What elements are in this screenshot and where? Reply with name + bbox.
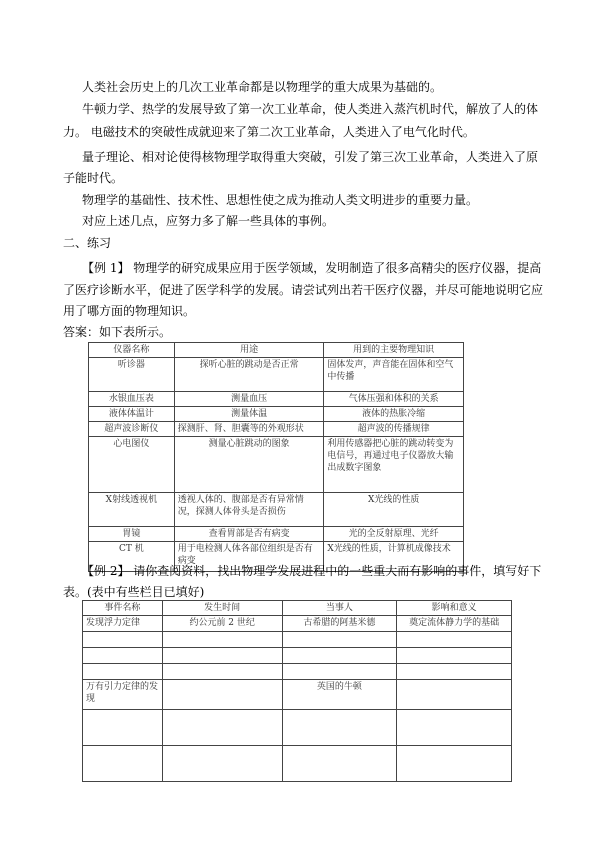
para-physics-power: 物理学的基础性、技术性、思想性使之成为推动人类文明进步的重要力量。 — [82, 193, 479, 207]
example-2-line-1: 【例 2】 请你查阅资料，找出物理学发展进程中的一些重大而有影响的事件，填写好下 — [82, 564, 542, 578]
table-cell: X光线的性质 — [324, 493, 464, 527]
table-row — [83, 746, 512, 782]
example-1-line-3: 用了哪方面的物理知识。 — [63, 304, 196, 318]
table-cell — [397, 632, 512, 648]
table-cell: 气体压强和体积的关系 — [324, 392, 464, 407]
para-third-revolution-2: 子能时代。 — [63, 171, 124, 185]
table-cell — [83, 664, 163, 680]
example-1-line-2: 了医疗诊断水平，促进了医学科学的发展。请尝试列出若干医疗仪器，并尽可能地说明它应 — [63, 283, 544, 297]
table-cell: 光的全反射原理、光纤 — [324, 527, 464, 542]
table-cell: 查看胃部是否有病变 — [174, 527, 324, 542]
table-header-row — [89, 343, 464, 358]
table-cell: CT 机 — [89, 542, 175, 572]
table-cell — [397, 710, 512, 746]
example-1-line-1: 【例 1】 物理学的研究成果应用于医学领域，发明制造了很多高精尖的医疗仪器，提高 — [82, 261, 542, 275]
table-cell: 液体体温计 — [89, 407, 175, 422]
table-cell: 超声波的传播规律 — [324, 422, 464, 437]
table-cell — [282, 746, 397, 782]
table-cell: 探测肝、肾、胆囊等的外观形状 — [174, 422, 324, 437]
table-cell: 水银血压表 — [89, 392, 175, 407]
table-cell: 超声波诊断仪 — [89, 422, 175, 437]
table-cell — [162, 664, 282, 680]
table-cell: 液体的热胀冷缩 — [324, 407, 464, 422]
para-examples: 对应上述几点，应努力多了解一些具体的事例。 — [82, 214, 335, 228]
table-cell: 古希腊的阿基米德 — [282, 616, 397, 632]
table-cell: 发现浮力定律 — [83, 616, 163, 632]
example-2-line-2: 表。(表中有些栏目已填好) — [63, 585, 205, 599]
table-cell: 胃镜 — [89, 527, 175, 542]
table-cell — [397, 680, 512, 710]
table-cell: 奠定流体静力学的基础 — [397, 616, 512, 632]
para-industrial-revolutions: 人类社会历史上的几次工业革命都是以物理学的重大成果为基础的。 — [82, 80, 443, 94]
table-cell — [83, 710, 163, 746]
medical-instruments-table — [88, 342, 464, 572]
table-cell: 英国的牛顿 — [282, 680, 397, 710]
table-cell — [83, 746, 163, 782]
table-cell — [162, 648, 282, 664]
table-row — [89, 527, 464, 542]
table-cell: 心电图仪 — [89, 437, 175, 493]
table-cell: 测量心脏跳动的图象 — [174, 437, 324, 493]
table-cell: 测量血压 — [174, 392, 324, 407]
table-cell: 听诊器 — [89, 358, 175, 392]
table-cell — [397, 664, 512, 680]
table-cell: X射线透视机 — [89, 493, 175, 527]
column-header: 影响和意义 — [397, 601, 512, 616]
table-row — [83, 632, 512, 648]
table-cell: 利用传感器把心脏的跳动转变为电信号，再通过电子仪器放大输出成数字图象 — [324, 437, 464, 493]
table-cell — [282, 664, 397, 680]
table-header-row — [83, 601, 512, 616]
column-header: 当事人 — [282, 601, 397, 616]
table-row — [83, 664, 512, 680]
table-cell: 万有引力定律的发现 — [83, 680, 163, 710]
table-cell: 固体发声，声音能在固体和空气中传播 — [324, 358, 464, 392]
table-row — [83, 616, 512, 632]
table-row — [89, 437, 464, 493]
table-cell: 测量体温 — [174, 407, 324, 422]
table-row — [89, 493, 464, 527]
table-cell — [83, 648, 163, 664]
table-cell — [397, 648, 512, 664]
table-row — [89, 392, 464, 407]
table-cell — [282, 648, 397, 664]
table-cell — [162, 746, 282, 782]
column-header: 事件名称 — [83, 601, 163, 616]
table-row — [83, 710, 512, 746]
table-row — [83, 648, 512, 664]
table-cell: X光线的性质，计算机成像技术 — [324, 542, 464, 572]
para-first-revolution-2: 力。 电磁技术的突破性成就迎来了第二次工业革命，人类进入了电气化时代。 — [63, 125, 475, 139]
column-header: 仪器名称 — [89, 343, 175, 358]
table-cell: 探听心脏的跳动是否正常 — [174, 358, 324, 392]
para-first-revolution-1: 牛顿力学、热学的发展导致了第一次工业革命，使人类进入蒸汽机时代，解放了人的体 — [82, 102, 539, 116]
table-row — [89, 407, 464, 422]
table-cell — [162, 632, 282, 648]
para-third-revolution-1: 量子理论、相对论使得核物理学取得重大突破，引发了第三次工业革命，人类进入了原 — [82, 150, 539, 164]
table-row — [89, 358, 464, 392]
answer-label: 答案：如下表所示。 — [63, 325, 172, 339]
physics-events-table — [82, 600, 512, 782]
table-cell: 透视人体的、腹部是否有异常情况，探测人体骨头是否损伤 — [174, 493, 324, 527]
table-cell: 用于电检测人体各部位组织是否有病变 — [174, 542, 324, 572]
column-header: 用途 — [174, 343, 324, 358]
table-cell — [282, 632, 397, 648]
table-cell — [83, 632, 163, 648]
table-cell — [162, 710, 282, 746]
column-header: 用到的主要物理知识 — [324, 343, 464, 358]
table-cell: 约公元前 2 世纪 — [162, 616, 282, 632]
section-heading-practice: 二、练习 — [63, 236, 112, 250]
column-header: 发生时间 — [162, 601, 282, 616]
table-cell — [282, 710, 397, 746]
table-row — [89, 422, 464, 437]
table-cell — [397, 746, 512, 782]
table-row — [83, 680, 512, 710]
table-cell — [162, 680, 282, 710]
